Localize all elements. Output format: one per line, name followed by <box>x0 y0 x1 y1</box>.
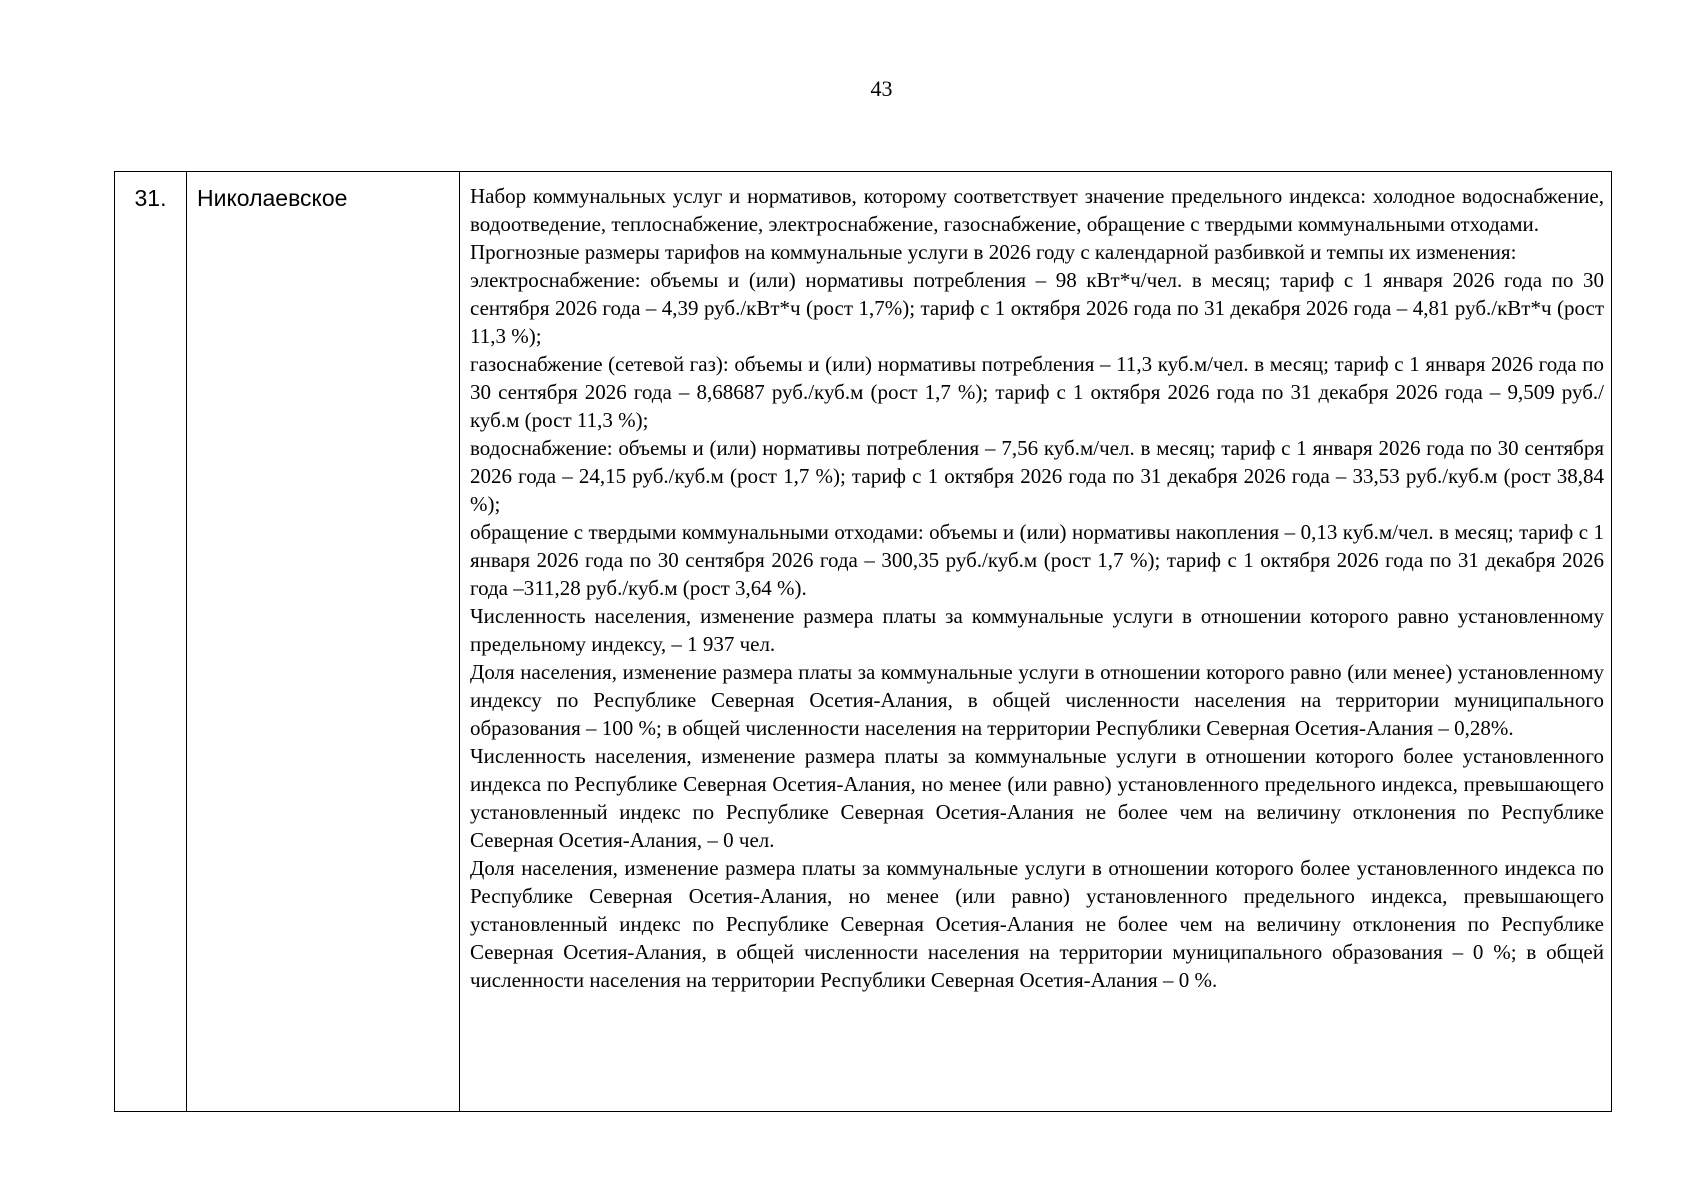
population-share-above-index-paragraph: Доля населения, изменение размера платы за коммунальные услуги в отношении которого более установленного индекса по Республике Северная Осетия-Алания, но менее (или равно) установленного предельного индекса, превышающего установленный индекс по Республике Северная Осетия-Алания не более чем на величину отклонения по Республике Северная Осетия-Алания, в общей численности населения на территории муниципального образования – 0 %; в общей численности населения на территории Республики Северная Осетия-Алания – 0 %. <box>470 856 1604 992</box>
tariff-forecast-intro: Прогнозные размеры тарифов на коммунальные услуги в 2026 году с календарной разбивкой и темпы их изменения: <box>470 240 1517 264</box>
municipality-name: Николаевское <box>187 172 460 1112</box>
row-number: 31. <box>115 172 187 1112</box>
description-cell <box>460 172 1612 1112</box>
services-set-paragraph: Набор коммунальных услуг и нормативов, которому соответствует значение предельного индекса: холодное водоснабжение, водоотведение, теплоснабжение, электроснабжение, газоснабжение, обращение с твердыми коммунальными отходами. <box>470 184 1604 236</box>
water-tariff-paragraph: водоснабжение: объемы и (или) нормативы потребления – 7,56 куб.м/чел. в месяц; тариф с 1 января 2026 года по 30 сентября 2026 года – 24,15 руб./куб.м (рост 1,7 %); тариф с 1 октября 2026 года по 31 декабря 2026 года – 33,53 руб./куб.м (рост 38,84 %); <box>470 436 1604 516</box>
waste-tariff-paragraph: обращение с твердыми коммунальными отходами: объемы и (или) нормативы накопления – 0,13 куб.м/чел. в месяц; тариф с 1 января 2026 года по 30 сентября 2026 года – 300,35 руб./куб.м (рост 1,7 %); тариф с 1 октября 2026 года по 31 декабря 2026 года –311,28 руб./куб.м (рост 3,64 %). <box>470 520 1604 600</box>
page-number: 43 <box>870 76 893 101</box>
electricity-tariff-paragraph: электроснабжение: объемы и (или) нормативы потребления – 98 кВт*ч/чел. в месяц; тариф с 1 января 2026 года по 30 сентября 2026 года – 4,39 руб./кВт*ч (рост 1,7%); тариф с 1 октября 2026 года по 31 декабря 2026 года – 4,81 руб./кВт*ч (рост 11,3 %); <box>470 268 1604 348</box>
population-above-index-paragraph: Численность населения, изменение размера платы за коммунальные услуги в отношении которого более установленного индекса по Республике Северная Осетия-Алания, но менее (или равно) установленного предельного индекса, превышающего установленный индекс по Республике Северная Осетия-Алания не более чем на величину отклонения по Республике Северная Осетия-Алания, – 0 чел. <box>470 744 1604 852</box>
population-share-equal-index-paragraph: Доля населения, изменение размера платы за коммунальные услуги в отношении которого равно (или менее) установленному индексу по Республике Северная Осетия-Алания, в общей численности населения на территории муниципального образования – 100 %; в общей численности населения на территории Республики Северная Осетия-Алания – 0,28%. <box>470 660 1604 740</box>
population-equal-index-paragraph: Численность населения, изменение размера платы за коммунальные услуги в отношении которого равно установленному предельному индексу, – 1 937 чел. <box>470 604 1604 656</box>
gas-tariff-paragraph: газоснабжение (сетевой газ): объемы и (или) нормативы потребления – 11,3 куб.м/чел. в месяц; тариф с 1 января 2026 года по 30 сентября 2026 года – 8,68687 руб./куб.м (рост 1,7 %); тариф с 1 октября 2026 года по 31 декабря 2026 года – 9,509 руб./куб.м (рост 11,3 %); <box>470 352 1604 432</box>
table-row <box>115 172 1612 1112</box>
tariff-table <box>114 171 1612 1112</box>
